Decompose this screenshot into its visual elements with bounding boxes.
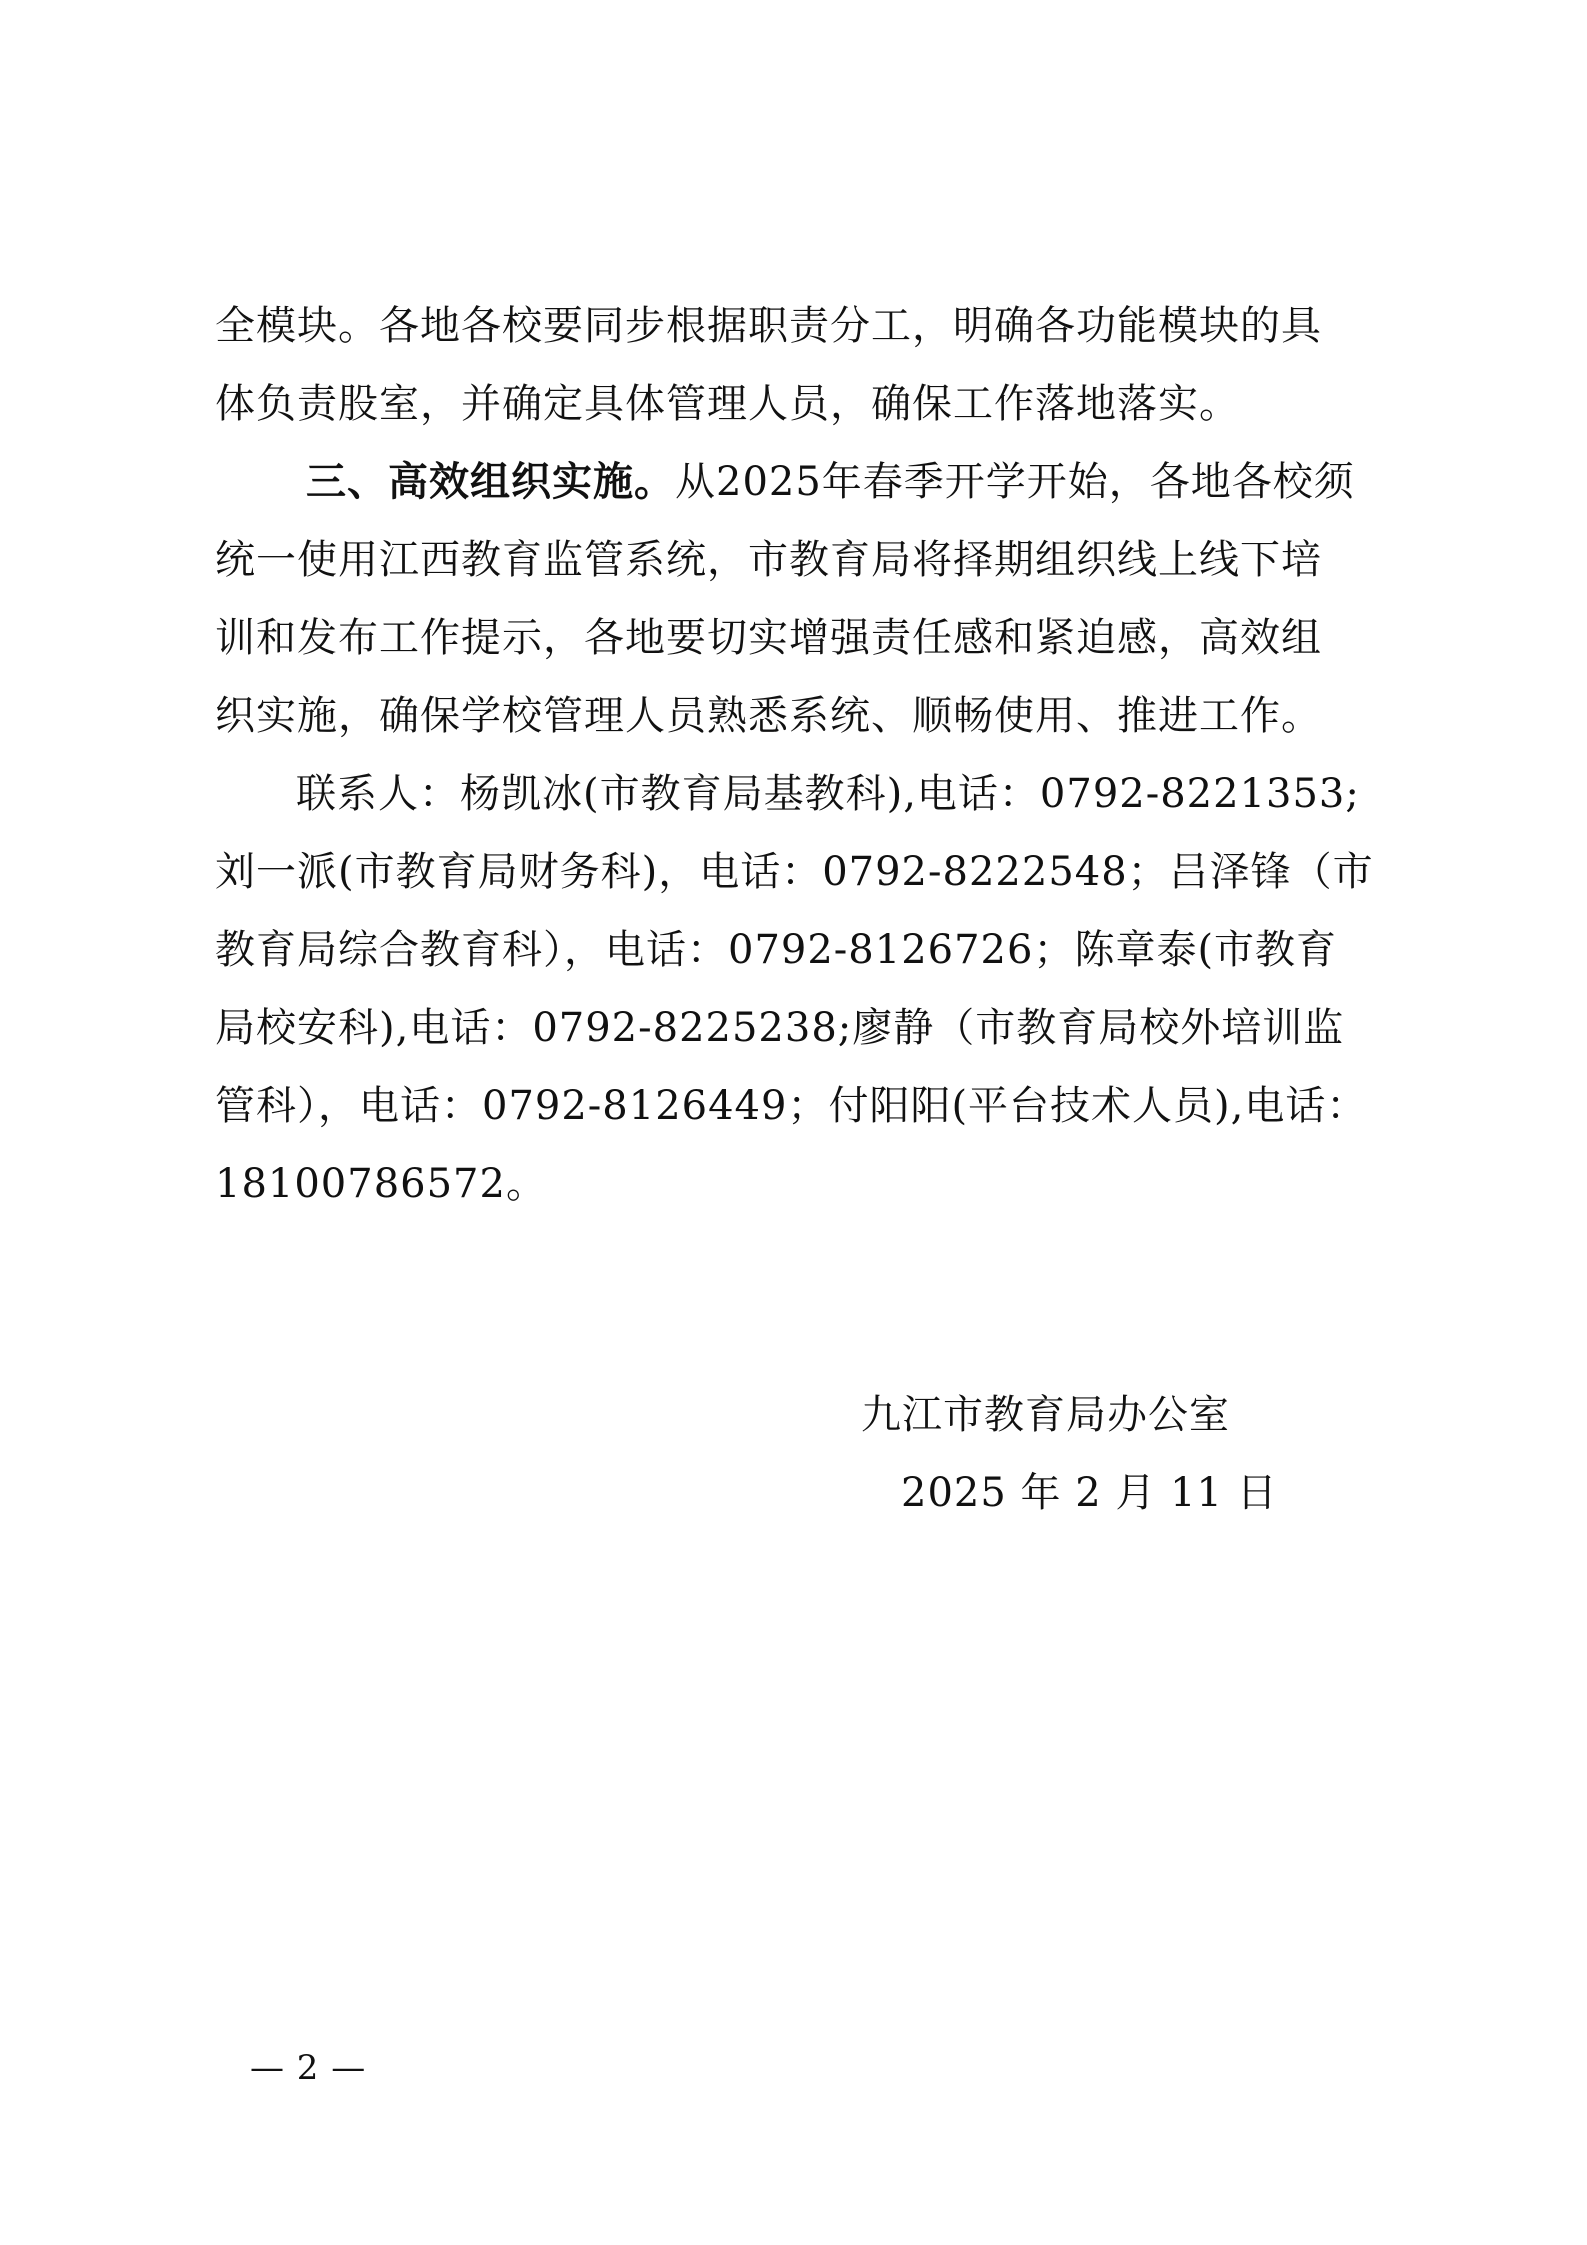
signature-date: 2025 年 2 月 11 日 bbox=[901, 1470, 1278, 1516]
body-line-5: 织实施，确保学校管理人员熟悉系统、顺畅使用、推进工作。 bbox=[215, 693, 1322, 739]
body-line-2: 体负责股室，并确定具体管理人员，确保工作落地落实。 bbox=[215, 381, 1240, 427]
contacts-line-5: 管科），电话：0792-8126449；付阳阳(平台技术人员),电话： bbox=[215, 1083, 1368, 1129]
contacts-line-3: 教育局综合教育科），电话：0792-8126726；陈章泰(市教育 bbox=[215, 927, 1338, 973]
contacts-line-1: 联系人：杨凯冰(市教育局基教科),电话：0792-8221353; bbox=[296, 771, 1360, 817]
section-three-line bbox=[306, 458, 1355, 506]
signature-organization: 九江市教育局办公室 bbox=[861, 1392, 1230, 1438]
body-line-4: 训和发布工作提示，各地要切实增强责任感和紧迫感，高效组 bbox=[215, 615, 1322, 661]
contacts-line-6: 18100786572。 bbox=[215, 1161, 547, 1207]
section-three-text: 从2025年春季开学开始，各地各校须 bbox=[675, 459, 1355, 505]
contacts-line-2: 刘一派(市教育局财务科)，电话：0792-8222548；吕泽锋（市 bbox=[215, 849, 1374, 895]
body-line-3: 统一使用江西教育监管系统，市教育局将择期组织线上线下培 bbox=[215, 537, 1322, 583]
contacts-line-4: 局校安科),电话：0792-8225238;廖静（市教育局校外培训监 bbox=[215, 1005, 1345, 1051]
body-line-1: 全模块。各地各校要同步根据职责分工，明确各功能模块的具 bbox=[215, 303, 1322, 349]
page-number: — 2 — bbox=[250, 2048, 367, 2088]
section-three-heading: 三、高效组织实施。 bbox=[306, 459, 675, 505]
